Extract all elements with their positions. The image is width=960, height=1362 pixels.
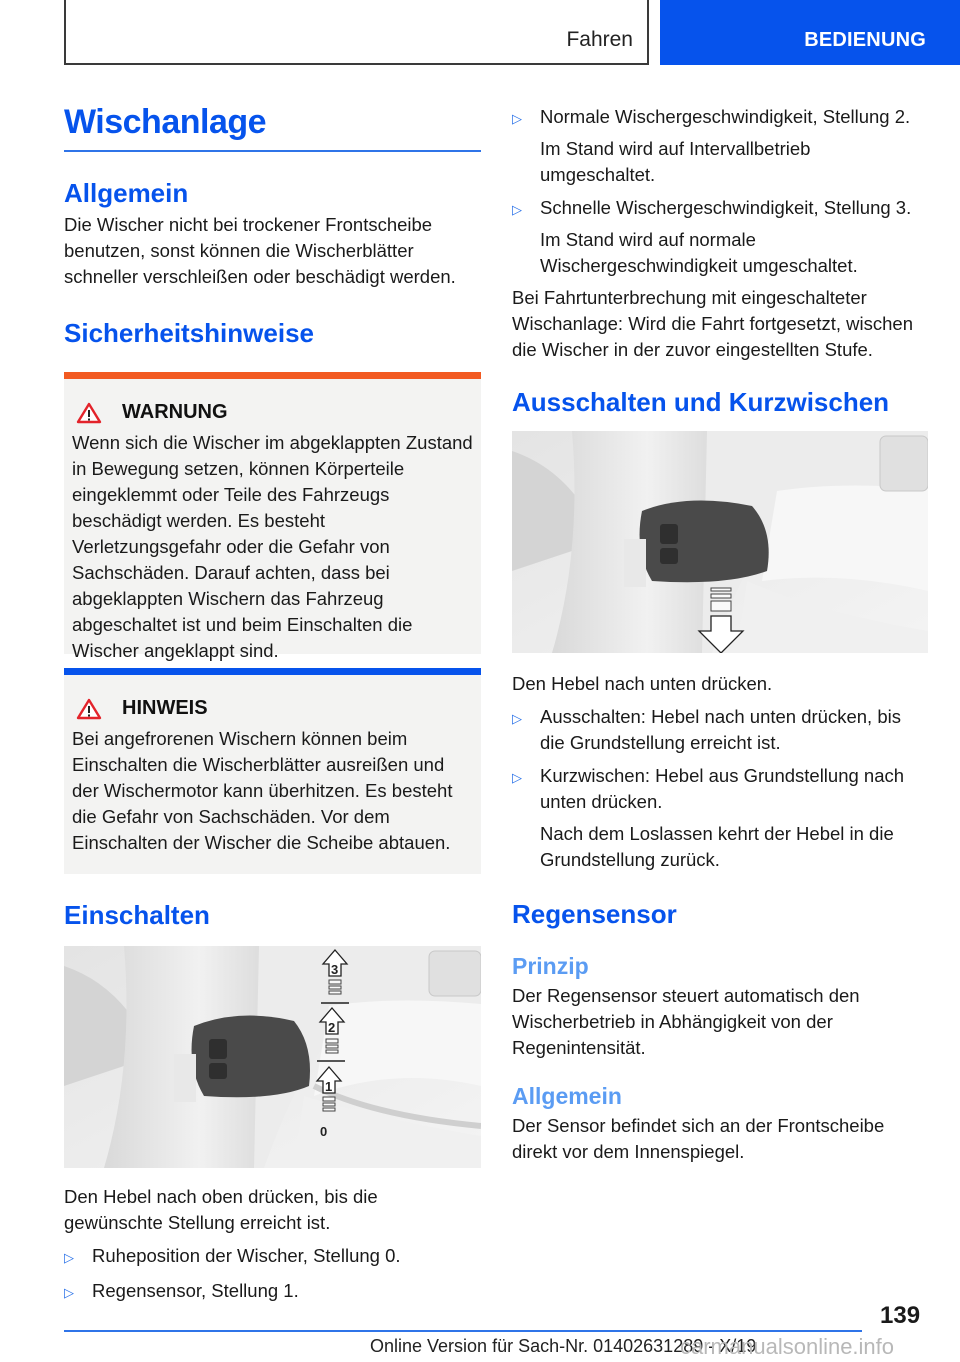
bullet-triangle-icon: ▷ bbox=[512, 202, 522, 217]
heading-regensensor-allgemein: Allgemein bbox=[512, 1083, 622, 1109]
heading-ausschalten: Ausschalten und Kurzwischen bbox=[512, 387, 890, 417]
header-chapter-label: BEDIENUNG bbox=[804, 29, 926, 51]
hint-label: HINWEIS bbox=[122, 697, 208, 719]
prinzip-text: Der Regensensor steuert automatisch den Wischerbetrieb in Abhängigkeit von der Regenintensität. bbox=[512, 985, 860, 1058]
einschalten-intro: Den Hebel nach oben drücken, bis die gewünschte Stellung erreicht ist. bbox=[64, 1186, 378, 1233]
bullet-triangle-icon: ▷ bbox=[512, 111, 522, 126]
heading-regensensor: Regensensor bbox=[512, 899, 677, 929]
heading-sicherheitshinweise: Sicherheitshinweise bbox=[64, 318, 314, 348]
interruption-text: Bei Fahrtunterbrechung mit eingeschalteter Wischanlage: Wird die Fahrt fortgesetzt, wischen die Wischer in der zuvor eingestellten Stufe. bbox=[512, 287, 913, 360]
hint-box bbox=[64, 668, 481, 874]
list-item: ▷ Ruheposition der Wischer, Stellung 0. bbox=[64, 1243, 481, 1271]
heading-allgemein: Allgemein bbox=[64, 178, 189, 208]
heading-einschalten: Einschalten bbox=[64, 900, 210, 930]
list-item: ▷ Ausschalten: Hebel nach unten drücken, bis die Grundstellung erreicht ist. bbox=[512, 704, 928, 756]
footer-divider bbox=[64, 1330, 862, 1332]
warning-label: WARNUNG bbox=[122, 401, 228, 423]
header-section-tab bbox=[64, 0, 649, 65]
warning-box bbox=[64, 372, 481, 661]
allgemein-text: Die Wischer nicht bei trockener Frontscheibe benutzen, sonst können die Wischerblätter schneller verschleißen oder beschädigt werden. bbox=[64, 214, 456, 287]
left-column bbox=[64, 100, 481, 1306]
regensensor-allgemein-text: Der Sensor befindet sich an der Frontscheibe direkt vor dem Innenspiegel. bbox=[512, 1115, 885, 1162]
warning-triangle-icon bbox=[76, 698, 102, 720]
position-2-label: 2 bbox=[328, 1020, 336, 1035]
header-section-label: Fahren bbox=[566, 28, 633, 51]
position-3-label: 3 bbox=[331, 962, 339, 977]
bullet-triangle-icon: ▷ bbox=[64, 1285, 74, 1300]
list-item: ▷ Normale Wischergeschwindigkeit, Stellung 2. Im Stand wird auf Intervallbetrieb umgeschaltet. bbox=[512, 104, 928, 188]
list-item: ▷ Regensensor, Stellung 1. bbox=[64, 1278, 481, 1306]
figure-lever-down bbox=[512, 431, 928, 653]
bullet-triangle-icon: ▷ bbox=[64, 1250, 74, 1265]
page-title: Wischanlage bbox=[64, 103, 267, 141]
figure-lever-up bbox=[64, 946, 481, 1168]
position-0-label: 0 bbox=[320, 1124, 328, 1139]
watermark: carmanualsonline.info bbox=[680, 1334, 895, 1359]
wiper-lever-up-illustration bbox=[64, 946, 481, 1168]
page-number: 139 bbox=[880, 1302, 921, 1329]
title-divider bbox=[64, 150, 481, 152]
wiper-lever-down-illustration bbox=[512, 431, 928, 653]
heading-prinzip: Prinzip bbox=[512, 953, 589, 979]
list-item: ▷ Schnelle Wischergeschwindigkeit, Stellung 3. Im Stand wird auf normale Wischergeschwindigkeit umgeschaltet. bbox=[512, 195, 928, 279]
position-1-label: 1 bbox=[325, 1079, 333, 1094]
hint-text: Bei angefrorenen Wischern können beim Einschalten die Wischerblätter ausreißen und der Wischermotor kann überhitzen. Es besteht die Gefahr von Sachschäden. Vor dem Einschalten der Wischer die Scheibe abtauen. bbox=[72, 728, 453, 853]
list-item: ▷ Kurzwischen: Hebel aus Grundstellung nach unten drücken. Nach dem Loslassen kehrt der Hebel in die Grundstellung zurück. bbox=[512, 763, 928, 873]
warning-text: Wenn sich die Wischer im abgeklappten Zustand in Bewegung setzen, können Körperteile eingeklemmt oder Teile des Fahrzeugs beschädigt werden. Es besteht Verletzungsgefahr oder die Gefahr von Sachschäden. Darauf achten, dass bei abgeklappten Wischern das Fahrzeug abgeschaltet ist und beim Einschalten die Wischer angeklappt sind. bbox=[72, 432, 473, 661]
right-column bbox=[512, 100, 928, 1165]
bullet-triangle-icon: ▷ bbox=[512, 711, 522, 726]
bullet-triangle-icon: ▷ bbox=[512, 770, 522, 785]
footer-version-text: Online Version für Sach-Nr. 01402631289 - X/19 bbox=[370, 1336, 757, 1356]
warning-triangle-icon bbox=[76, 402, 102, 424]
header-chapter-tab bbox=[660, 0, 960, 65]
ausschalten-intro: Den Hebel nach unten drücken. bbox=[512, 673, 773, 694]
